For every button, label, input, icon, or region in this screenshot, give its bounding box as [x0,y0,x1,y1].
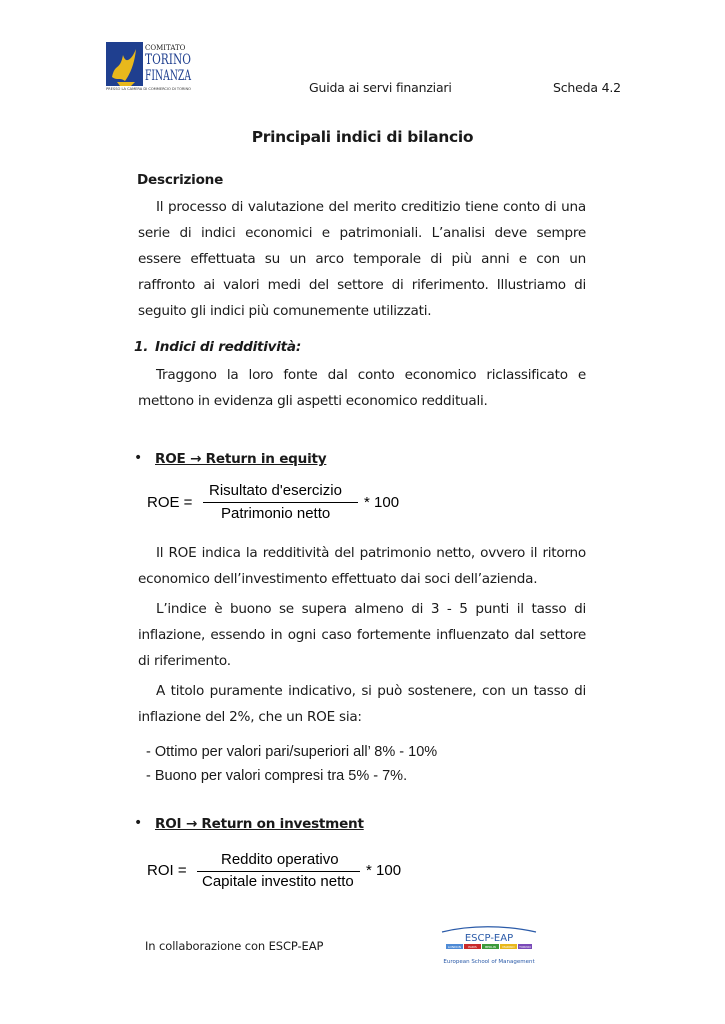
roi-denominator: Capitale investito netto [202,873,354,890]
section-text: Traggono la loro fonte dal conto economico riclassificato e mettono in evidenza gli aspetti economico reddituali. [138,367,586,409]
comitato-torino-finanza-logo [106,41,192,91]
roe-denominator: Patrimonio netto [221,505,331,522]
roe-range-excellent: - Ottimo per valori pari/superiori all’ 8% - 10% [146,744,438,760]
description-text: Il processo di valutazione del merito creditizio tiene conto di una serie di indici economici e patrimoniali. L’analisi deve sempre essere effettuata su un arco temporale di più anni e con un raffronto ai valori medi del settore di riferimento. Illustriamo di seguito gli indici più comunemente utilizzati. [138,199,586,319]
roe-paragraph-3: A titolo puramente indicativo, si può sostenere, con un tasso di inflazione del 2%, che un ROE sia: [138,683,586,725]
roi-numerator: Reddito operativo [221,851,339,868]
roi-formula-lhs: ROI = [147,862,187,879]
escp-name: ESCP-EAP [464,933,514,944]
roe-bullet: • [134,450,143,466]
footer-text: In collaborazione con ESCP-EAP [145,939,324,953]
roi-heading: ROI → Return on investment [155,816,364,832]
roe-range-good: - Buono per valori compresi tra 5% - 7%. [146,768,408,784]
description-heading: Descrizione [137,172,224,188]
section-heading: Indici di redditività: [155,339,302,355]
roe-paragraph-1: Il ROE indica la redditività del patrimonio netto, ovvero il ritorno economico dell’investimento effettuato dai soci dell’azienda. [138,545,586,587]
logo-line2: TORINO [145,52,191,68]
roi-multiplier: * 100 [366,862,402,879]
roe-heading: ROE → Return in equity [155,451,327,467]
roe-formula-lhs: ROE = [147,494,193,511]
escp-city-torino: TORINO [519,945,531,949]
header-sheet-number: Scheda 4.2 [553,80,621,95]
escp-city-london: LONDON [447,945,462,949]
logo-line1: COMITATO [145,44,186,52]
roi-fraction-line [197,871,360,872]
header-guide-title: Guida ai servi finanziari [309,80,452,95]
logo-line3: FINANZA [145,68,192,84]
roi-bullet: • [134,815,143,831]
roe-numerator: Risultato d'esercizio [209,482,342,499]
roe-paragraph-2: L’indice è buono se supera almeno di 3 - 5 punti il tasso di inflazione, essendo in ogni caso fortemente influenzato dal settore di riferimento. [138,601,586,669]
escp-city-berlin: BERLIN [485,945,496,949]
escp-eap-logo [440,926,538,968]
roe-multiplier: * 100 [364,494,400,511]
section-number: 1. [134,339,149,355]
escp-tagline: European School of Management [443,959,535,965]
escp-city-paris: PARIS [468,945,477,949]
escp-city-madrid: MADRID [502,945,515,949]
page-title: Principali indici di bilancio [251,128,474,146]
logo-emblem [106,41,192,91]
escp-emblem [440,926,538,968]
roe-fraction-line [203,502,358,503]
logo-caption: PRESSO LA CAMERA DI COMMERCIO DI TORINO [106,87,192,91]
